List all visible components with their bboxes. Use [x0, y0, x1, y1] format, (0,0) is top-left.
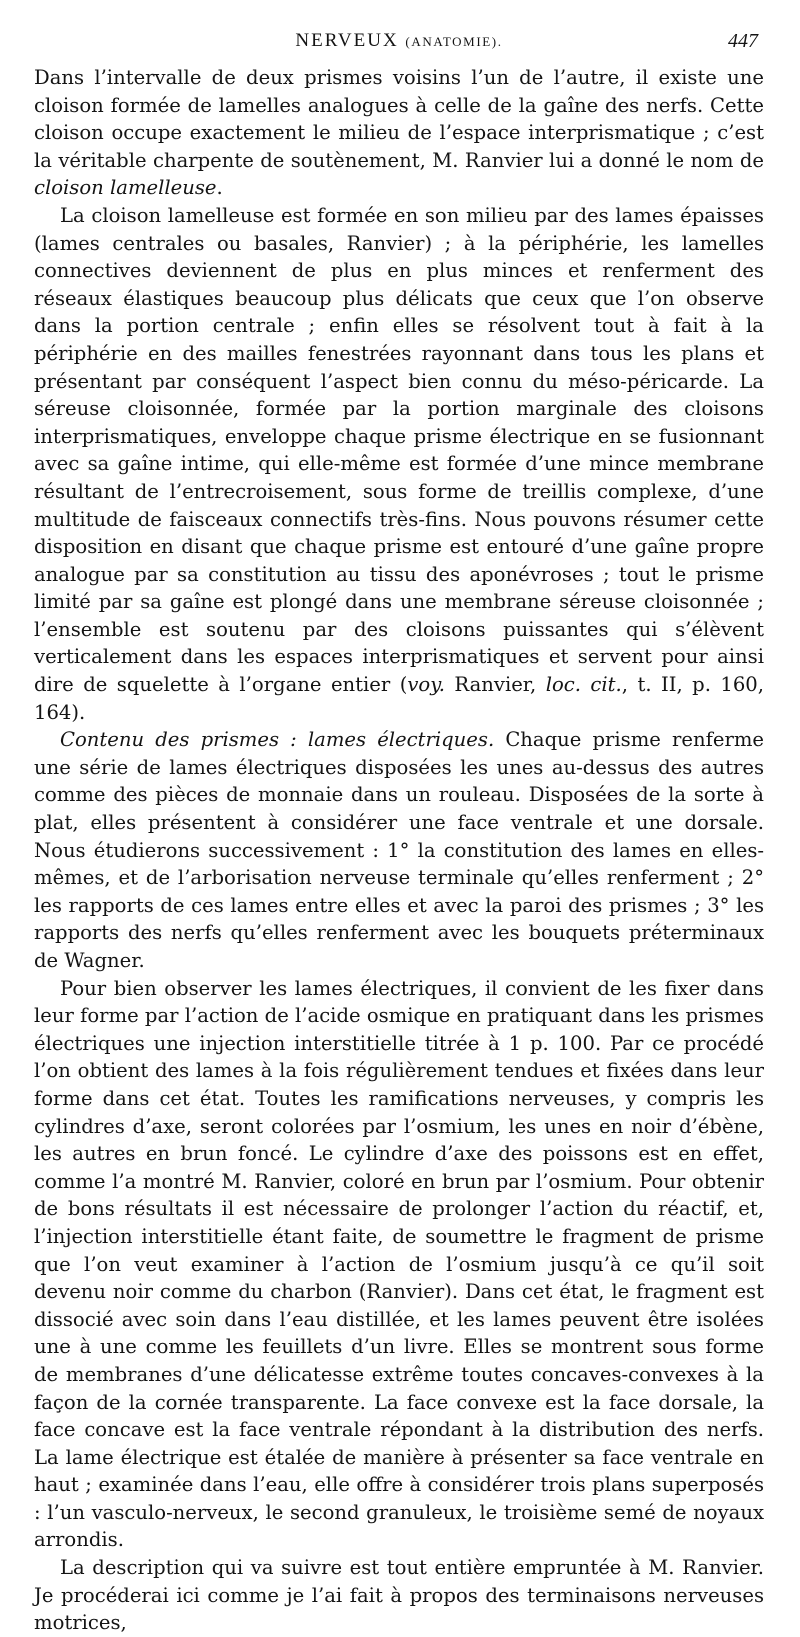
paragraph-2-text: La cloison lamelleuse est formée en son milieu par des lames épaisses (lames centrales ou basales, Ranvier) ; à la périphérie, les lamelles connectives deviennent de plus en plus minces et renferment des réseaux élastiques beaucoup plus délicats que ceux que l’on observe dans la portion centrale ; enfin elles se résolvent tout à fait à la périphérie en des mailles fenestrées rayonnant dans tous les plans et présentant par conséquent l’aspect bien connu du méso-péricarde. La séreuse cloisonnée, formée par la portion marginale des cloisons interprismatiques, enveloppe chaque prisme électrique en se fusionnant avec sa gaîne intime, qui elle-même est formée d’une mince membrane résultant de l’entrecroisement, sous forme de treillis complexe, d’une multitude de faisceaux connectifs très-fins. Nous pouvons résumer cette disposition en disant que chaque prisme est entouré d’une gaîne propre analogue par sa constitution au tissu des aponévroses ; tout le prisme limité par sa gaîne est plongé dans une membrane séreuse cloisonnée ; l’ensemble est soutenu par des cloisons puissantes qui s’élèvent verticalement dans les espaces interprismatiques et servent pour ainsi dire de squelette à l’organe entier ( — [34, 203, 764, 697]
paragraph-5 — [34, 1554, 764, 1637]
paragraph-3-text: Chaque prisme renferme une série de lames électriques disposées les unes au-dessus des autres comme des pièces de monnaie dans un rouleau. Disposées de la sorte à plat, elles présentent à considérer une face ventrale et une dorsale. Nous étudierons successivement : 1° la constitution des lames en elles-mêmes, et de l’arborisation nerveuse terminale qu’elles renferment ; 2° les rapports de ces lames entre elles et avec la paroi des prismes ; 3° les rapports des nerfs qu’elles renferment avec les bouquets préterminaux de Wagner. — [34, 728, 764, 972]
term-cloison-lamelleuse: cloison lamelleuse — [34, 176, 217, 200]
paragraph-4 — [34, 975, 764, 1554]
paragraph-1 — [34, 64, 764, 202]
paragraph-4-text: Pour bien observer les lames électriques, il convient de les fixer dans leur forme par l’action de l’acide osmique en pratiquant dans les prismes électriques une injection interstitielle titrée à 1 p. 100. Par ce procédé l’on obtient des lames à la fois régulièrement tendues et fixées dans leur forme dans cet état. Toutes les ramifications nerveuses, y compris les cylindres d’axe, seront colorées par l’osmium, les unes en noir d’ébène, les autres en brun foncé. Le cylindre d’axe des poissons est en effet, comme l’a montré M. Ranvier, coloré en brun par l’osmium. Pour obtenir de bons résultats il est nécessaire de prolonger l’action du réactif, et, l’injection interstitielle étant faite, de soumettre le fragment de prisme que l’on veut examiner à l’action de l’osmium jusqu’à ce qu’il soit devenu noir comme du charbon (Ranvier). Dans cet état, le fragment est dissocié avec soin dans l’eau distillée, et les lames peuvent être isolées une à une comme les feuillets d’un livre. Elles se montrent sous forme de membranes d’une délicatesse extrême toutes concaves-convexes à la façon de la cornée transparente. La face convexe est la face dorsale, la face concave est la face ventrale répondant à la distribution des nerfs. La lame électrique est étalée de manière à présenter sa face ventrale en haut ; examinée dans l’eau, elle offre à considérer trois plans superposés : l’un vasculo-nerveux, le second granuleux, le troisième semé de noyaux arrondis. — [34, 976, 764, 1552]
running-header — [34, 30, 764, 64]
body-text — [34, 64, 764, 1637]
reference-voy: voy. — [407, 673, 445, 697]
header-subtitle: (ANATOMIE). — [405, 34, 503, 49]
paragraph-3 — [34, 726, 764, 974]
page-number: 447 — [728, 30, 758, 52]
paragraph-2 — [34, 202, 764, 726]
paragraph-1-end: . — [216, 176, 223, 200]
reference-author: Ranvier, — [444, 673, 546, 697]
reference-pages: , t. II, p. 160, 164). — [34, 673, 764, 724]
header-title: NERVEUX — [295, 30, 399, 51]
paragraph-1-text: Dans l’intervalle de deux prismes voisins l’un de l’autre, il existe une cloison formée de lamelles analogues à celle de la gaîne des nerfs. Cette cloison occupe exactement le milieu de l’espace interprismatique ; c’est la véritable charpente de soutènement, M. Ranvier lui a donné le nom de — [34, 66, 764, 172]
running-title — [34, 30, 764, 52]
paragraph-5-text: La description qui va suivre est tout entière empruntée à M. Ranvier. Je procéderai ici comme je l’ai fait à propos des terminaisons nerveuses motrices, — [34, 1556, 764, 1635]
reference-loc-cit: loc. cit. — [545, 673, 622, 697]
section-heading-contenu-des-prismes: Contenu des prismes : lames électriques. — [60, 728, 495, 752]
